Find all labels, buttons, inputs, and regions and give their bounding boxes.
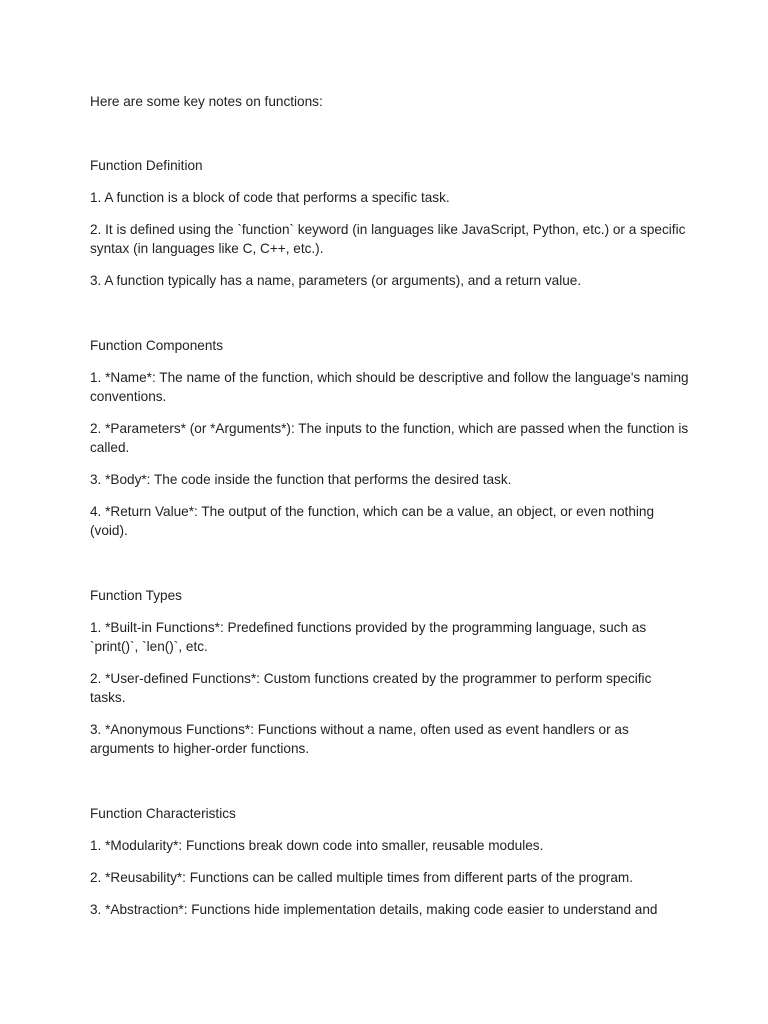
- section-function-components: [90, 336, 690, 540]
- section-heading: Function Definition: [90, 158, 203, 173]
- list-item: 3. *Anonymous Functions*: Functions without a name, often used as event handlers or as arguments to higher-order functions.: [90, 722, 629, 756]
- intro-text: Here are some key notes on functions:: [90, 94, 323, 109]
- list-item: 2. *User-defined Functions*: Custom functions created by the programmer to perform specific tasks.: [90, 671, 652, 705]
- list-item: 3. A function typically has a name, parameters (or arguments), and a return value.: [90, 273, 582, 288]
- list-item: 4. *Return Value*: The output of the function, which can be a value, an object, or even nothing (void).: [90, 504, 655, 538]
- list-item: 2. *Reusability*: Functions can be called multiple times from different parts of the program.: [90, 870, 633, 885]
- section-heading: Function Components: [90, 338, 223, 353]
- list-item: 3. *Abstraction*: Functions hide implementation details, making code easier to understand and: [90, 902, 658, 917]
- list-item: 2. It is defined using the `function` keyword (in languages like JavaScript, Python, etc.) or a specific syntax (in languages like C, C++, etc.).: [90, 222, 686, 256]
- section-function-types: [90, 586, 690, 758]
- note-list: [90, 368, 690, 540]
- list-item: 2. *Parameters* (or *Arguments*): The inputs to the function, which are passed when the function is called.: [90, 421, 689, 455]
- section-heading: Function Characteristics: [90, 806, 236, 821]
- note-list: [90, 618, 690, 758]
- list-item: 1. *Name*: The name of the function, which should be descriptive and follow the language's naming conventions.: [90, 370, 689, 404]
- list-item: 1. *Modularity*: Functions break down code into smaller, reusable modules.: [90, 838, 544, 853]
- list-item: 3. *Body*: The code inside the function that performs the desired task.: [90, 472, 512, 487]
- note-list: [90, 188, 690, 290]
- list-item: 1. A function is a block of code that performs a specific task.: [90, 190, 450, 205]
- section-heading: Function Types: [90, 588, 182, 603]
- note-list: [90, 836, 690, 919]
- section-function-characteristics: [90, 804, 690, 919]
- list-item: 1. *Built-in Functions*: Predefined functions provided by the programming language, such as `print()`, `len()`, etc.: [90, 620, 647, 654]
- section-function-definition: [90, 156, 690, 290]
